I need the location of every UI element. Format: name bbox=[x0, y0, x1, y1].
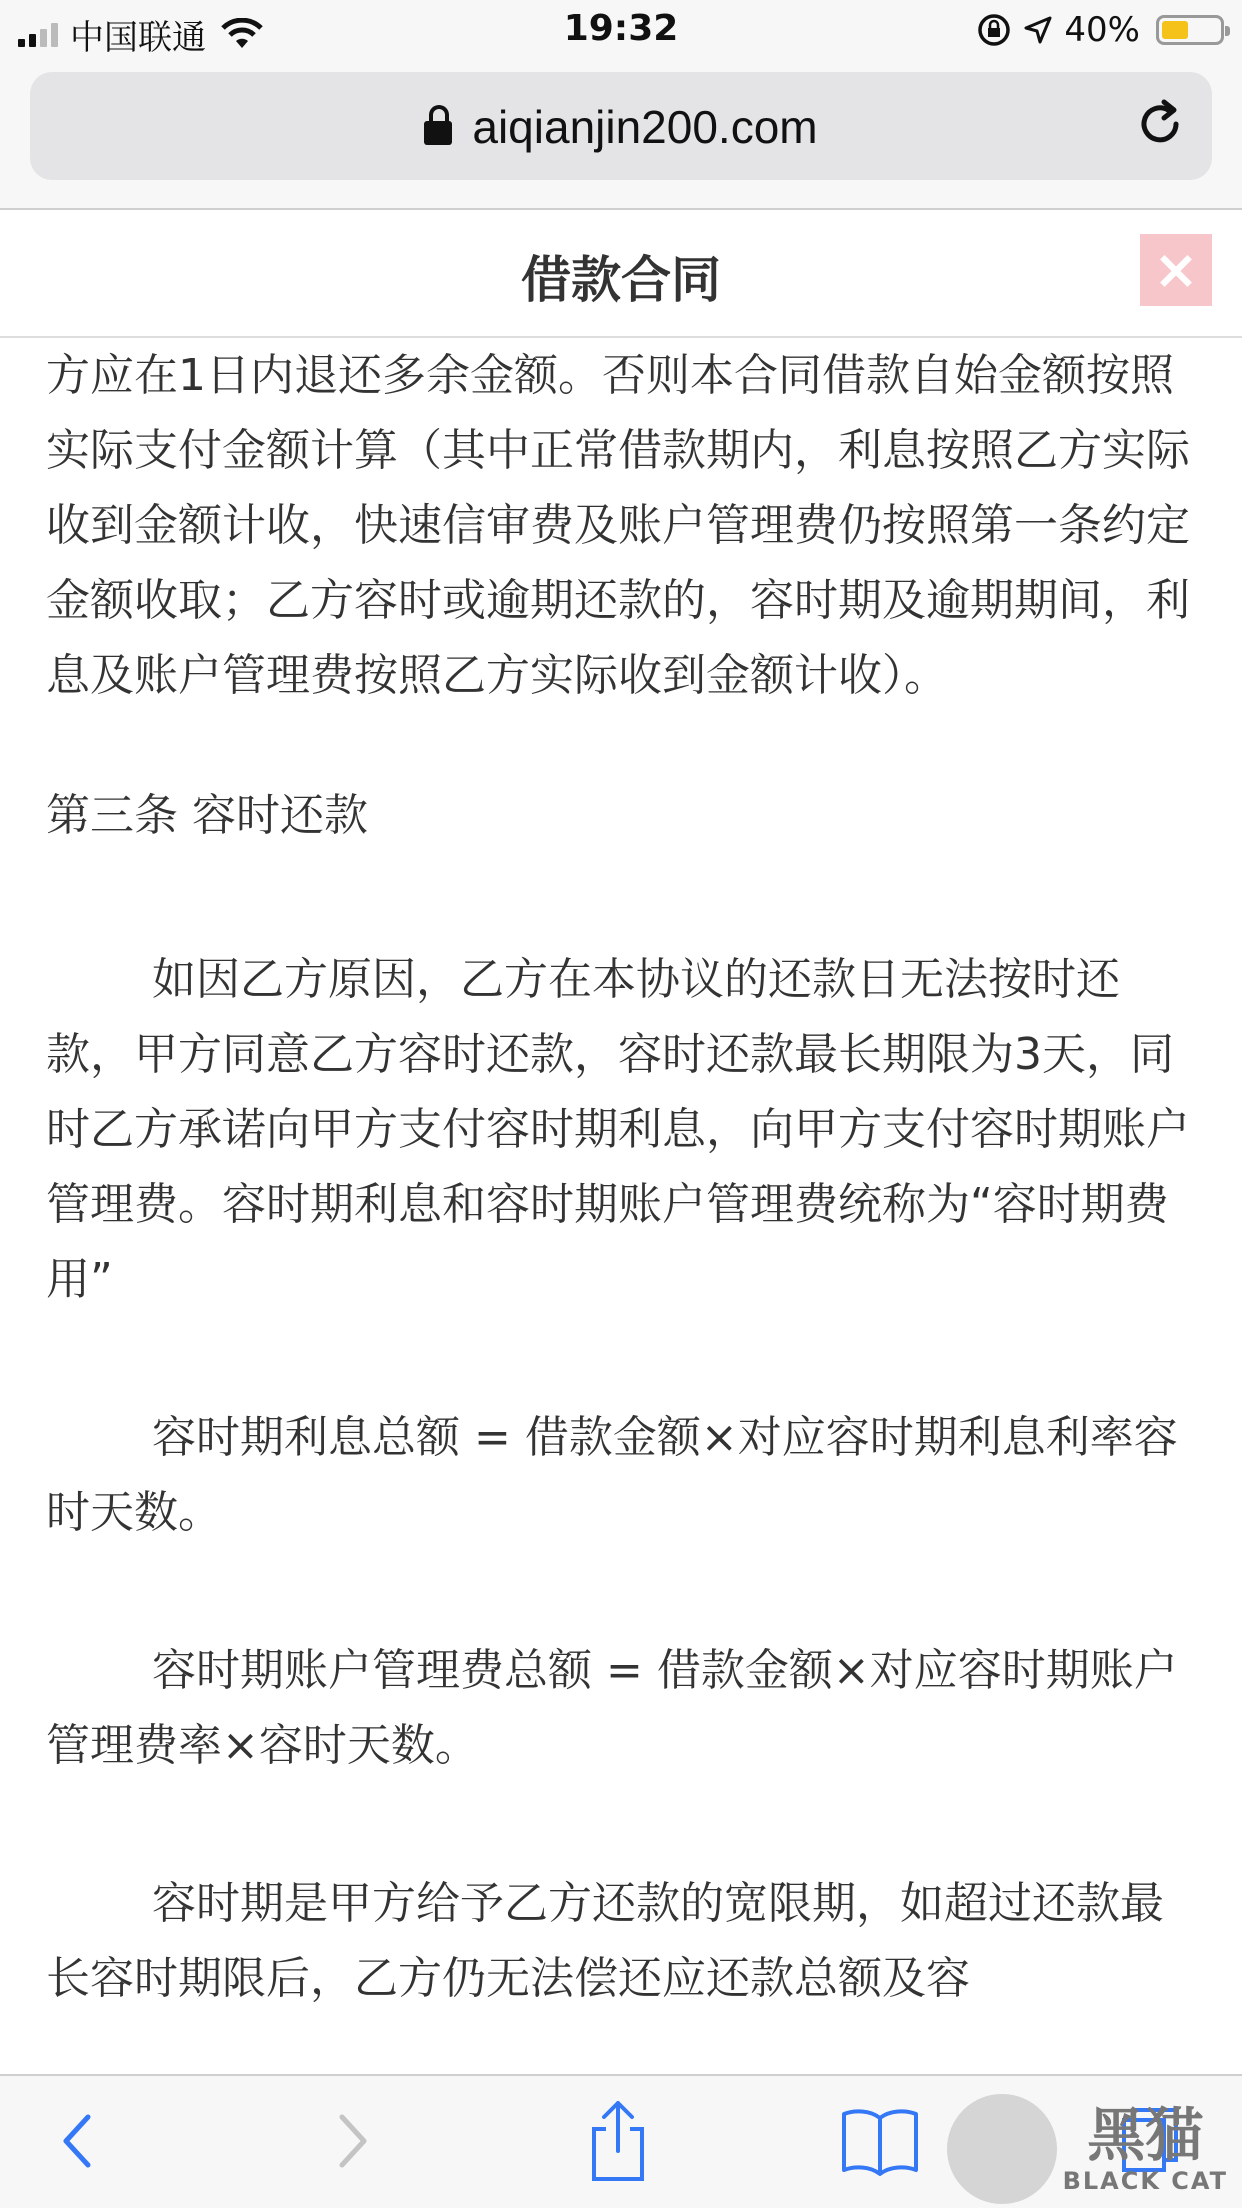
contract-paragraph: 容时期是甲方给予乙方还款的宽限期，如超过还款最长容时期限后，乙方仍无法偿还应还款总额及容 bbox=[46, 1878, 1164, 2004]
watermark-cn: 黑猫 bbox=[1087, 2101, 1204, 2169]
close-button[interactable] bbox=[1140, 234, 1212, 306]
section-heading: 第三条 容时还款 bbox=[46, 790, 368, 841]
location-arrow-icon bbox=[1022, 14, 1054, 46]
chevron-right-icon bbox=[332, 2111, 372, 2171]
page-title: 借款合同 bbox=[521, 251, 721, 309]
watermark-text bbox=[1063, 2103, 1228, 2195]
close-icon: × bbox=[1153, 238, 1199, 301]
watermark bbox=[947, 2094, 1228, 2204]
battery-percent: 40% bbox=[1064, 10, 1140, 50]
battery-icon bbox=[1156, 15, 1224, 45]
orientation-lock-icon bbox=[976, 12, 1012, 48]
share-icon bbox=[586, 2099, 650, 2183]
contract-paragraph: 如因乙方原因，乙方在本协议的还款日无法按时还款，甲方同意乙方容时还款，容时还款最长期限为3天，同时乙方承诺向甲方支付容时期利息，向甲方支付容时期账户管理费。容时期利息和容时期账户管理费统称为“容时期费用” bbox=[46, 954, 1190, 1305]
bookmarks-button[interactable] bbox=[840, 2098, 920, 2184]
reload-icon[interactable] bbox=[1134, 98, 1186, 150]
contract-paragraph: 方应在1日内退还多余金额。否则本合同借款自始金额按照实际支付金额计算（其中正常借款期内，利息按照乙方实际收到金额计收，快速信审费及账户管理费仍按照第一条约定金额收取；乙方容时或逾期还款的，容时期及逾期期间，利息及账户管理费按照乙方实际收到金额计收）。 bbox=[46, 350, 1190, 701]
status-right bbox=[976, 10, 1224, 50]
forward-button[interactable] bbox=[312, 2098, 392, 2184]
back-button[interactable] bbox=[38, 2098, 118, 2184]
address-display bbox=[30, 100, 1212, 154]
cat-logo-icon bbox=[947, 2094, 1057, 2204]
book-icon bbox=[840, 2106, 920, 2176]
status-time: 19:32 bbox=[563, 8, 679, 49]
address-bar[interactable] bbox=[30, 72, 1212, 180]
lock-icon bbox=[424, 121, 452, 145]
watermark-en: BLACK CAT bbox=[1062, 2167, 1228, 2195]
chevron-left-icon bbox=[58, 2111, 98, 2171]
carrier-label: 中国联通 bbox=[70, 18, 206, 58]
share-button[interactable] bbox=[578, 2098, 658, 2184]
contract-paragraph: 容时期账户管理费总额 = 借款金额×对应容时期账户管理费率×容时天数。 bbox=[46, 1645, 1178, 1771]
contract-paragraph: 容时期利息总额 = 借款金额×对应容时期利息利率容时天数。 bbox=[46, 1412, 1178, 1538]
url-text: aiqianjin200.com bbox=[472, 101, 818, 153]
browser-top-bar bbox=[0, 64, 1242, 210]
contract-content bbox=[46, 338, 1196, 2074]
browser-bottom-toolbar bbox=[0, 2074, 1242, 2208]
status-bar bbox=[0, 0, 1242, 64]
page-header bbox=[0, 210, 1242, 338]
